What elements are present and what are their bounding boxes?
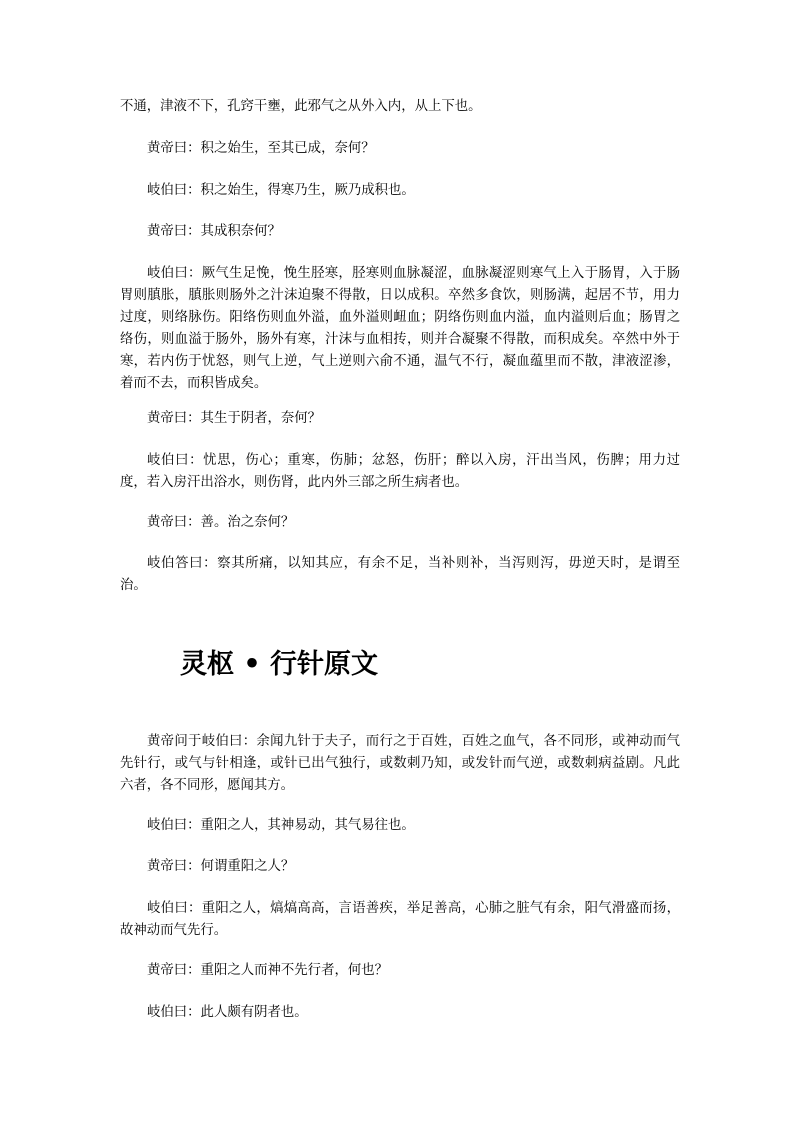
paragraph: 不通，津液不下，孔窍干壅，此邪气之从外入内，从上下也。 (120, 99, 482, 114)
dialogue-paragraph: 岐伯曰：积之始生，得寒乃生，厥乃成积也。 (147, 183, 415, 198)
dialogue-paragraph: 黄帝曰：其生于阴者，奈何？ (147, 411, 322, 426)
dialogue-paragraph: 黄帝曰：重阳之人而神不先行者，何也？ (147, 963, 389, 978)
dialogue-paragraph: 黄帝曰：善。治之奈何？ (147, 515, 295, 530)
dialogue-paragraph: 岐伯曰：重阳之人，其神易动，其气易往也。 (147, 818, 415, 833)
dialogue-paragraph: 黄帝问于岐伯曰：余闻九针于夫子，而行之于百姓，百姓之血气，各不同形，或神动而气先针行，或气与针相逢，或针已出气独行，或数刺乃知，或发针而气逆，或数刺病益剧。凡此六者，各不同形，愿闻其方。 (120, 734, 680, 793)
dialogue-paragraph: 黄帝曰：其成积奈何？ (147, 224, 281, 239)
dialogue-paragraph: 黄帝曰：积之始生，至其已成，奈何？ (147, 141, 375, 156)
dialogue-paragraph: 黄帝曰：何谓重阳之人？ (147, 859, 295, 874)
dialogue-paragraph: 岐伯曰：此人颇有阴者也。 (147, 1005, 308, 1020)
dialogue-paragraph: 岐伯答曰：察其所痛，以知其应，有余不足，当补则补，当泻则泻，毋逆天时，是谓至治。 (120, 556, 680, 593)
dialogue-paragraph: 岐伯曰：忧思，伤心；重寒，伤肺；忿怒，伤肝；醉以入房，汗出当风，伤脾；用力过度，若入房汗出浴水，则伤肾，此内外三部之所生病者也。 (120, 453, 680, 490)
dialogue-paragraph: 岐伯曰：厥气生足悗，悗生胫寒，胫寒则血脉凝涩，血脉凝涩则寒气上入于肠胃，入于肠胃则䐜胀，䐜胀则肠外之汁沫迫聚不得散，日以成积。卒然多食饮，则肠满，起居不节，用力过度，则络脉伤。阳络伤则血外溢，血外溢则衄血；阴络伤则血内溢，血内溢则后血；肠胃之络伤，则血溢于肠外，肠外有寒，汁沫与血相抟，则并合凝聚不得散，而积成矣。卒然中外于寒，若内伤于忧怒，则气上逆，气上逆则六俞不通，温气不行，凝血蕴里而不散，津液涩渗，着而不去，而积皆成矣。 (120, 266, 680, 391)
dialogue-paragraph: 岐伯曰：重阳之人，熇熇高高，言语善疾，举足善高，心肺之脏气有余，阳气滑盛而扬，故神动而气先行。 (120, 901, 680, 938)
section-heading: 灵枢 • 行针原文 (180, 649, 379, 680)
